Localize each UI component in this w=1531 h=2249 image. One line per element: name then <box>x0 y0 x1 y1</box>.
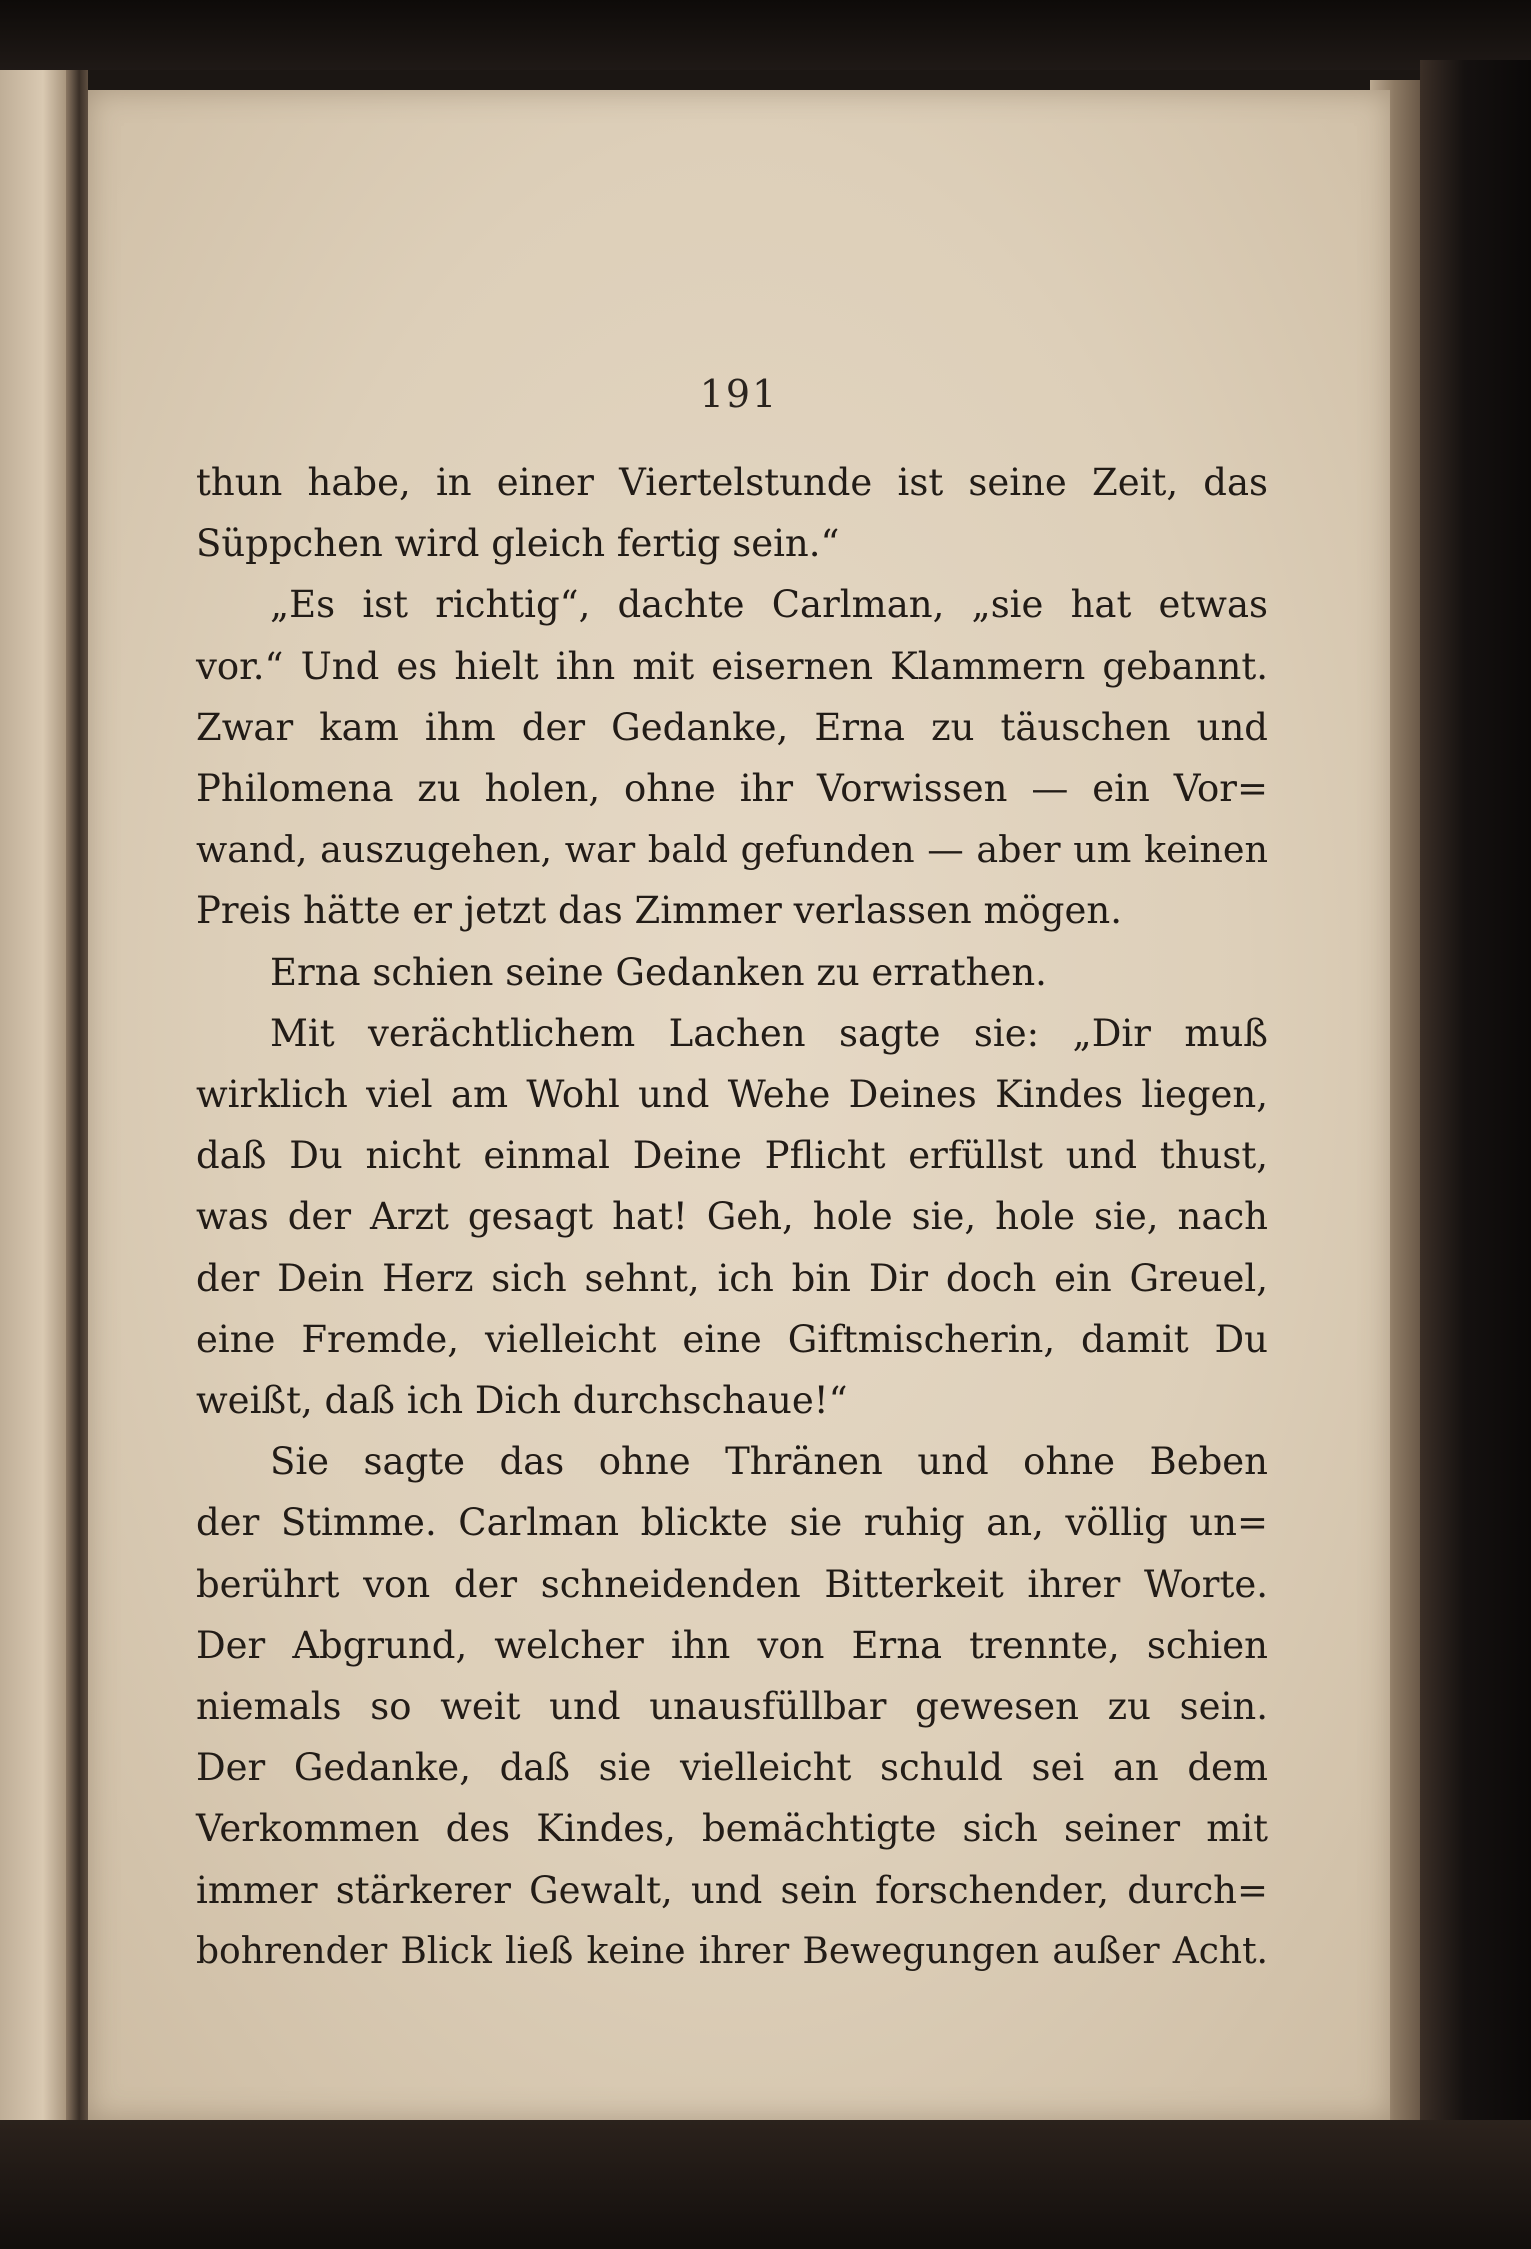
page-text <box>196 452 1268 1982</box>
text-line: weißt, daß ich Dich durchschaue!“ <box>196 1379 848 1423</box>
text-line: „Es ist richtig“, dachte Carlman, „sie hat etwas <box>270 583 1268 627</box>
text-line: Zwar kam ihm der Gedanke, Erna zu täuschen und <box>196 705 1268 749</box>
text-line: der Dein Herz sich sehnt, ich bin Dir doch ein Greuel, <box>196 1256 1268 1300</box>
page-number: 191 <box>699 372 779 416</box>
text-line: wirklich viel am Wohl und Wehe Deines Kindes liegen, <box>196 1073 1268 1117</box>
text-line: bohrender Blick ließ keine ihrer Bewegungen außer Acht. <box>196 1930 1268 1972</box>
text-line: wand, auszugehen, war bald gefunden — aber um keinen <box>196 828 1268 872</box>
text-line: Der Gedanke, daß sie vielleicht schuld sei an dem <box>196 1746 1268 1790</box>
book-cover-bottom <box>0 2120 1531 2249</box>
text-line: Sie sagte das ohne Thränen und ohne Beben <box>270 1440 1268 1484</box>
book-page <box>88 90 1390 2120</box>
text-line: Mit verächtlichem Lachen sagte sie: „Dir muß <box>270 1011 1268 1055</box>
text-line: immer stärkerer Gewalt, und sein forschender, durch= <box>196 1868 1268 1912</box>
text-line: eine Fremde, vielleicht eine Giftmischerin, damit Du <box>196 1317 1268 1361</box>
text-line: der Stimme. Carlman blickte sie ruhig an, völlig un= <box>196 1501 1268 1545</box>
text-line: Süppchen wird gleich fertig sein.“ <box>196 522 840 566</box>
book-spine-gutter <box>66 70 88 2140</box>
text-line: Erna schien seine Gedanken zu errathen. <box>270 950 1047 994</box>
book-cover-top <box>0 0 1531 70</box>
text-line: vor.“ Und es hielt ihn mit eisernen Klammern gebannt. <box>196 644 1268 688</box>
text-line: Verkommen des Kindes, bemächtigte sich seiner mit <box>196 1807 1268 1851</box>
text-line: thun habe, in einer Viertelstunde ist seine Zeit, das <box>196 461 1268 504</box>
text-line: berührt von der schneidenden Bitterkeit ihrer Worte. <box>196 1562 1268 1606</box>
text-line: was der Arzt gesagt hat! Geh, hole sie, hole sie, nach <box>196 1195 1268 1239</box>
text-line: Der Abgrund, welcher ihn von Erna trennte, schien <box>196 1623 1268 1667</box>
text-line: niemals so weit und unausfüllbar gewesen zu sein. <box>196 1685 1268 1729</box>
text-line: daß Du nicht einmal Deine Pflicht erfüllst und thust, <box>196 1134 1268 1178</box>
text-line: Philomena zu holen, ohne ihr Vorwissen — ein Vor= <box>196 767 1268 811</box>
text-line: Preis hätte er jetzt das Zimmer verlassen mögen. <box>196 889 1122 933</box>
book-cover-right <box>1420 60 1531 2249</box>
